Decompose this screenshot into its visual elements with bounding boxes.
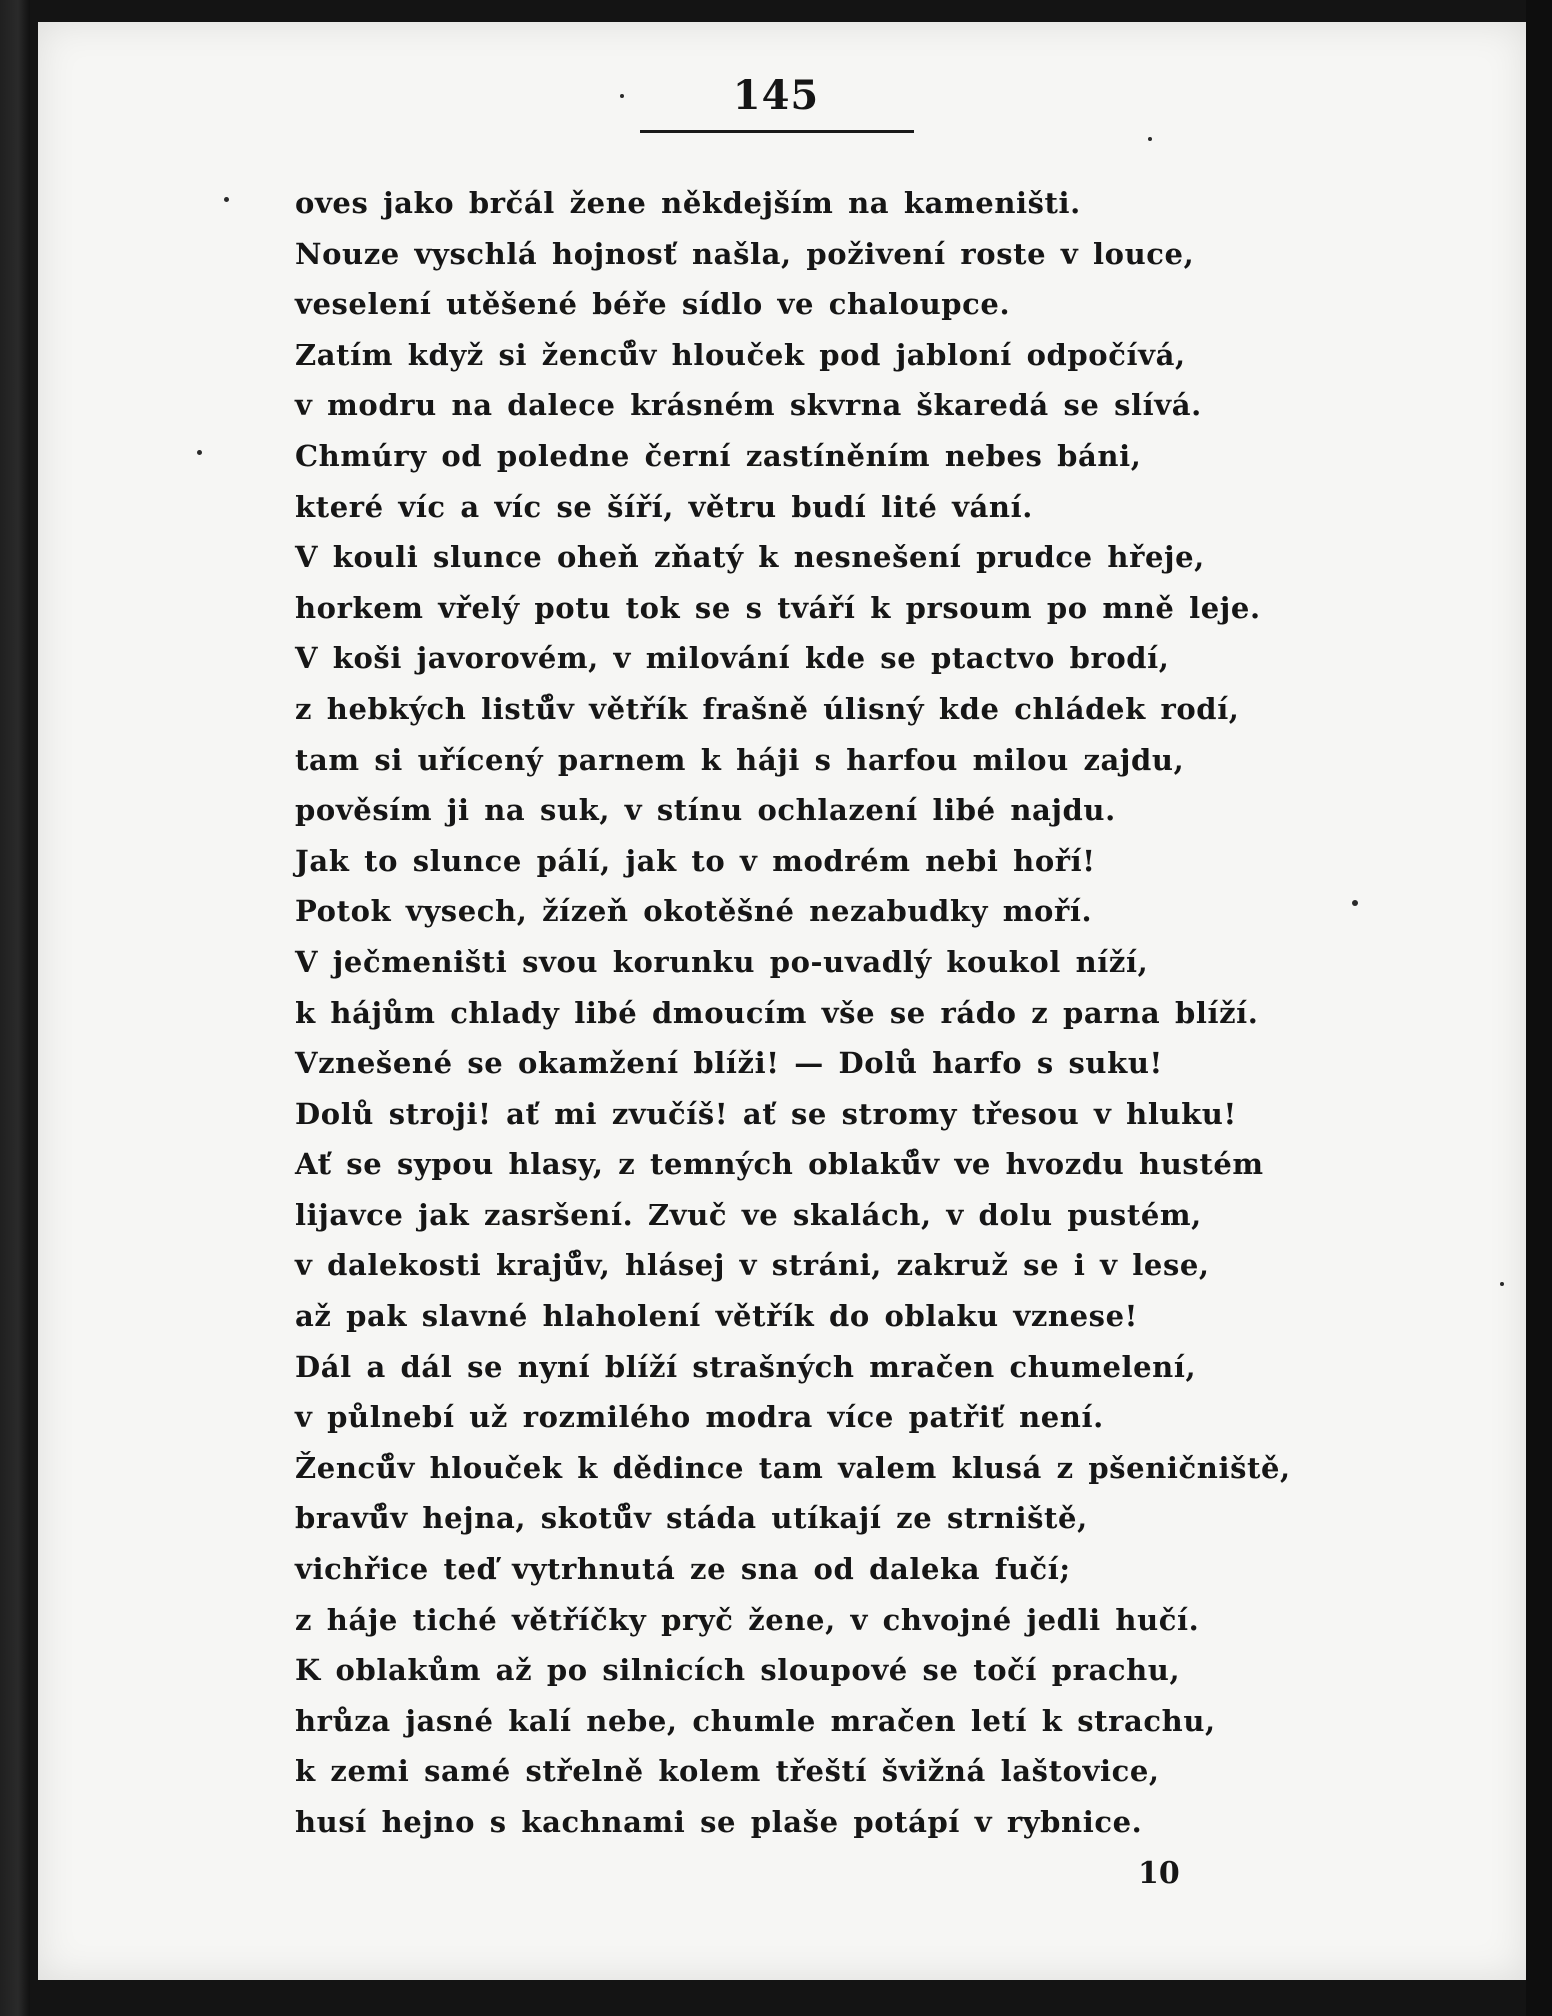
- text-line: Dál a dál se nyní blíží strašných mračen chumelení,: [295, 1349, 1197, 1384]
- text-line: veselení utěšené béře sídlo ve chaloupce.: [295, 287, 1011, 322]
- text-line: které víc a víc se šíří, větru budí lité vání.: [295, 489, 1033, 524]
- print-speck: [1148, 137, 1152, 141]
- text-line: tam si uřícený parnem k háji s harfou milou zajdu,: [295, 742, 1185, 777]
- text-line: husí hejno s kachnami se plaše potápí v rybnice.: [295, 1805, 1143, 1839]
- text-line: až pak slavné hlaholení větřík do oblaku vznese!: [295, 1299, 1138, 1334]
- text-line: Ať se sypou hlasy, z temných oblaků̊v ve hvozdu hustém: [295, 1147, 1264, 1182]
- poem-text: [295, 178, 1291, 1848]
- header-rule: [640, 130, 914, 133]
- text-line: horkem vřelý potu tok se s tváří k prsoum po mně leje.: [295, 590, 1261, 625]
- text-line: z hebkých listů̊v větřík frašně úlisný kde chládek rodí,: [295, 691, 1240, 726]
- text-line: vichřice teď vytrhnutá ze sna od daleka fučí;: [295, 1552, 1071, 1587]
- print-speck: [224, 197, 229, 202]
- facing-page-edge: [0, 0, 30, 2016]
- text-line: V kouli slunce oheň zňatý k nesnešení prudce hřeje,: [295, 540, 1205, 575]
- text-line: lijavce jak zasršení. Zvuč ve skalách, v dolu pustém,: [295, 1197, 1202, 1232]
- text-line: Dolů stroji! ať mi zvučíš! ať se stromy třesou v hluku!: [295, 1096, 1237, 1131]
- text-line: oves jako brčál žene někdejším na kameništi.: [295, 186, 1081, 220]
- print-speck: [1352, 900, 1358, 906]
- right-scan-shadow: [1526, 0, 1552, 2016]
- print-speck: [1500, 1282, 1504, 1286]
- text-line: bravů̊v hejna, skotů̊v stáda utíkají ze strniště,: [295, 1501, 1088, 1536]
- text-line: K oblakům až po silnicích sloupové se točí prachu,: [295, 1653, 1181, 1688]
- text-line: Potok vysech, žízeň okotěšné nezabudky moří.: [295, 894, 1093, 929]
- text-line: Nouze vyschlá hojnosť našla, poživení roste v louce,: [295, 236, 1195, 271]
- text-line: k hájům chlady libé dmoucím vše se rádo z parna blíží.: [295, 995, 1259, 1030]
- text-line: Vznešené se okamžení blíži! — Dolů harfo s suku!: [295, 1046, 1163, 1081]
- text-line: Jak to slunce pálí, jak to v modrém nebi hoří!: [295, 843, 1096, 878]
- text-line: Zatím když si ženců̊v hlouček pod jabloní odpočívá,: [295, 337, 1186, 372]
- text-line: V koši javorovém, v milování kde se ptactvo brodí,: [295, 641, 1170, 676]
- print-speck: [197, 450, 202, 455]
- text-line: v dalekosti krajů̊v, hlásej v stráni, zakruž se i v lese,: [295, 1248, 1210, 1283]
- text-line: v modru na dalece krásném skvrna škaredá se slívá.: [295, 388, 1202, 423]
- text-line: v půlnebí už rozmilého modra více patřiť není.: [295, 1400, 1104, 1435]
- text-line: pověsím ji na suk, v stínu ochlazení libé najdu.: [295, 793, 1116, 828]
- text-line: Chmúry od poledne černí zastíněním nebes báni,: [295, 438, 1142, 473]
- text-line: k zemi samé střelně kolem třeští švižná laštovice,: [295, 1754, 1160, 1789]
- text-line: z háje tiché větříčky pryč žene, v chvojné jedli hučí.: [295, 1602, 1200, 1637]
- text-line: hrůza jasné kalí nebe, chumle mračen letí k strachu,: [295, 1703, 1216, 1738]
- page-number: 145: [732, 72, 820, 119]
- text-line: V ječmeništi svou korunku po-uvadlý koukol níží,: [295, 944, 1149, 979]
- signature-mark: 10: [1138, 1856, 1180, 1891]
- print-speck: [620, 94, 624, 98]
- text-line: Ženců̊v hlouček k dědince tam valem klusá z pšeničniště,: [295, 1450, 1291, 1485]
